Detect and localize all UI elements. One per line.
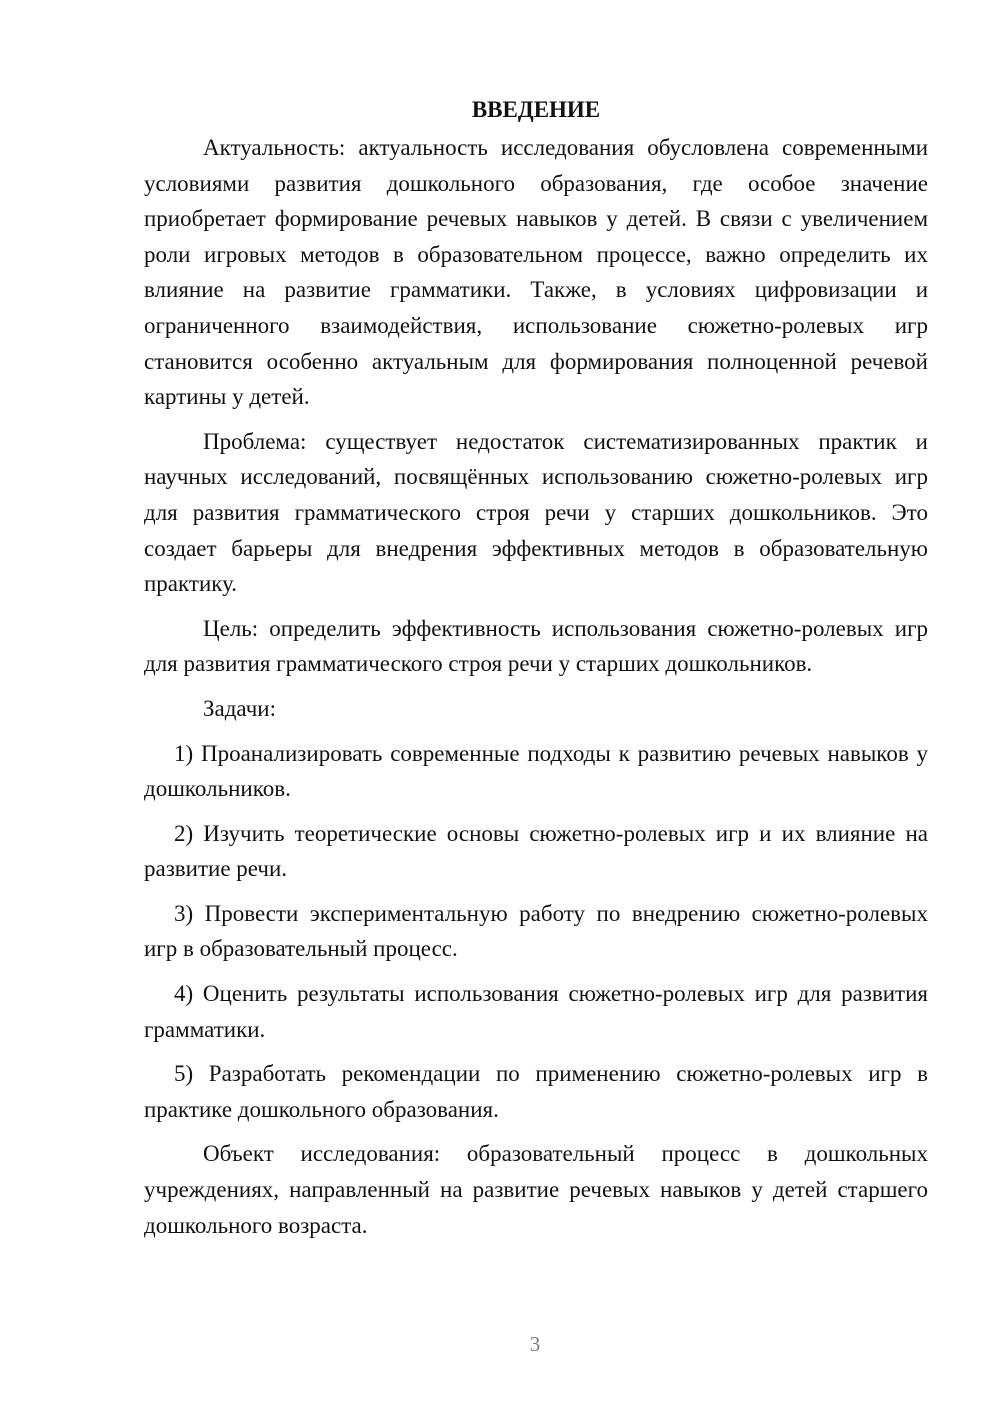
- task-item-1: 1) Проанализировать современные подходы к развитию речевых навыков у дошкольников.: [144, 740, 928, 802]
- task-item-3: 3) Провести экспериментальную работу по внедрению сюжетно-ролевых игр в образовательный процесс.: [144, 900, 928, 962]
- paragraph-goal: Цель: определить эффективность использования сюжетно-ролевых игр для развития грамматического строя речи у старших дошкольников.: [144, 615, 928, 677]
- page-number: 3: [529, 1332, 541, 1356]
- page-content: [144, 92, 928, 1252]
- task-item-4: 4) Оценить результаты использования сюжетно-ролевых игр для развития грамматики.: [144, 981, 928, 1042]
- paragraph-object: Объект исследования: образовательный процесс в дошкольных учреждениях, направленный на развитие речевых навыков у детей старшего дошкольного возраста.: [144, 1141, 928, 1238]
- task-item-2: 2) Изучить теоретические основы сюжетно-ролевых игр и их влияние на развитие речи.: [144, 820, 928, 882]
- paragraph-relevance: Актуальность: актуальность исследования обусловлена современными условиями развития дошкольного образования, где особое значение приобретает формирование речевых навыков у детей. В связи с увеличением роли игровых методов в образовательном процессе, важно определить их влияние на развитие грамматики. Также, в условиях цифровизации и ограниченного взаимодействия, использование сюжетно-ролевых игр становится особенно актуальным для формирования полноценной речевой картины у детей.: [144, 135, 928, 410]
- page-heading: ВВЕДЕНИЕ: [471, 97, 601, 122]
- paragraph-problem: Проблема: существует недостаток систематизированных практик и научных исследований, посвящённых использованию сюжетно-ролевых игр для развития грамматического строя речи у старших дошкольников. Это создает барьеры для внедрения эффективных методов в образовательную практику.: [144, 428, 928, 597]
- paragraph-tasks-label: Задачи:: [203, 695, 276, 721]
- task-item-5: 5) Разработать рекомендации по применению сюжетно-ролевых игр в практике дошкольного образования.: [144, 1061, 928, 1122]
